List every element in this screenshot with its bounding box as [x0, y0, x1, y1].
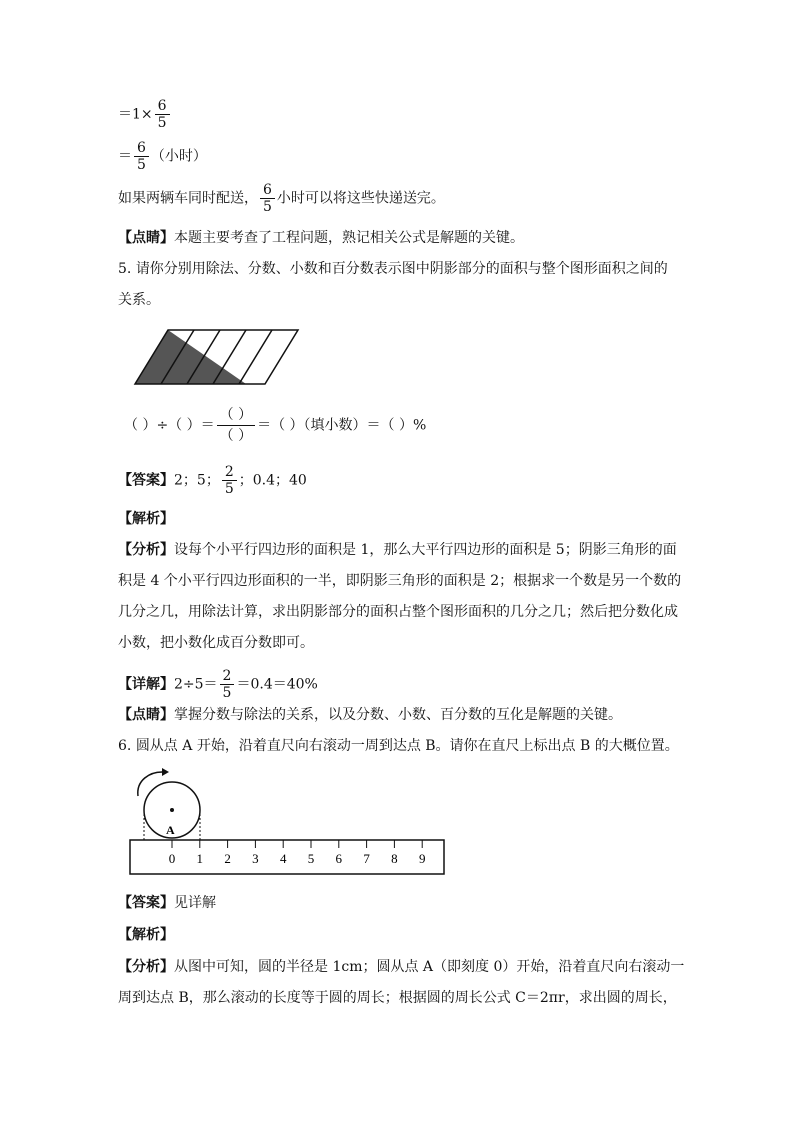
conclusion-line: 如果两辆车同时配送， $\frac{6}{5}$ 小时可以将这些快递送完。 — [118, 182, 445, 215]
fraction: $\frac{2}{5}$ — [222, 464, 237, 497]
arrow-head-icon — [162, 768, 169, 776]
calc-line-1: ＝1× $\frac{6}{5}$ — [118, 98, 172, 131]
fraction: $\frac{6}{5}$ — [134, 140, 149, 173]
ruler-tick-label: 8 — [391, 851, 398, 866]
q5-answer: 【答案】2；5； $\frac{2}{5}$ ；0.4；40 — [118, 464, 307, 497]
fraction-blank: $\frac{( )}{( )}$ — [217, 405, 255, 446]
calc-line-2: ＝ $\frac{6}{5}$ （小时） — [118, 140, 207, 173]
q6-fenxi-line-2: 周到达点 B，那么滚动的长度等于圆的周长；根据圆的周长公式 C＝2πr，求出圆的周长， — [118, 990, 677, 1006]
q5-blanks: （ ）÷（ ）＝ $\frac{( )}{( )}$ ＝（ ）（填小数）＝（ ）% — [124, 407, 427, 444]
ruler-tick-label: 5 — [307, 851, 315, 866]
ruler-tick-label: 2 — [224, 851, 231, 866]
fraction: $\frac{2}{5}$ — [220, 668, 235, 701]
q5-fenxi-line-1: 【分析】设每个小平行四边形的面积是 1，那么大平行四边形的面积是 5；阴影三角形的面 — [118, 542, 677, 558]
q5-detail: 【详解】2÷5＝ $\frac{2}{5}$ ＝0.4＝40% — [118, 668, 318, 701]
q4-comment: 【点睛】本题主要考查了工程问题，熟记相关公式是解题的关键。 — [118, 230, 524, 246]
fraction: $\frac{6}{5}$ — [260, 182, 275, 215]
ruler-tick-label: 9 — [418, 851, 426, 866]
q6-answer: 【答案】见详解 — [118, 895, 216, 911]
parallelogram-figure — [130, 326, 305, 388]
q6-analysis-label: 【解析】 — [118, 927, 174, 943]
point-a-label: A — [166, 823, 175, 837]
q6-fenxi-line-1: 【分析】从图中可知，圆的半径是 1cm；圆从点 A（即刻度 0）开始，沿着直尺向右滚动一 — [118, 959, 685, 975]
circle-center — [170, 808, 174, 812]
q5-fenxi-line-3: 几分之几，用除法计算，求出阴影部分的面积占整个图形面积的几分之几；然后把分数化成 — [118, 604, 678, 620]
q5-analysis-label: 【解析】 — [118, 511, 174, 527]
q5-fenxi-line-4: 小数，把小数化成百分数即可。 — [118, 635, 314, 651]
ruler-tick-label: 4 — [279, 851, 287, 866]
ruler-tick-label: 1 — [196, 851, 204, 866]
q5-fenxi-line-2: 积是 4 个小平行四边形面积的一半，即阴影三角形的面积是 2；根据求一个数是另一个数的 — [118, 573, 682, 589]
ruler-tick-label: 6 — [335, 851, 343, 866]
q6-text: 6. 圆从点 A 开始，沿着直尺向右滚动一周到达点 B。请你在直尺上标出点 B 的大概位置。 — [118, 738, 679, 754]
q5-text-line-2: 关系。 — [118, 292, 160, 308]
q5-comment: 【点睛】掌握分数与除法的关系，以及分数、小数、百分数的互化是解题的关键。 — [118, 707, 622, 723]
ruler-tick-label: 0 — [168, 851, 176, 866]
fraction: $\frac{6}{5}$ — [155, 98, 170, 131]
q5-text-line-1: 5. 请你分别用除法、分数、小数和百分数表示图中阴影部分的面积与整个图形面积之间的 — [118, 261, 668, 277]
rolling-circle-figure — [120, 766, 460, 878]
ruler-ticks — [169, 840, 426, 866]
ruler-tick-label: 3 — [252, 851, 259, 866]
ruler-tick-label: 7 — [363, 851, 370, 866]
divider-line — [239, 330, 272, 384]
